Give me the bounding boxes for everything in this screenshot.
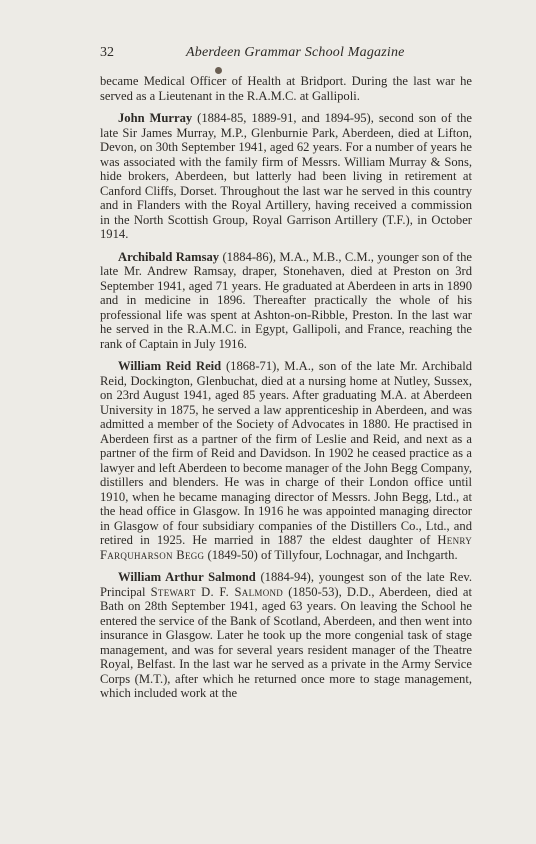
paragraph-text: (1884-85, 1889-91, and 1894-95), second son of the late Sir James Murray, M.P., Glenburnie Park, Aberdeen, died at Lifton, Devon, on 30th September 1941, aged 62 years. For a number of years he was associated with the family firm of Messrs. William Murray & Sons, hide brokers, Aberdeen, but latterly had been living in retirement at Canford Cliffs, Dorset. Throughout the last war he served in this country and in Flanders with the Royal Artillery, having received a commission in the North Scottish Group, Royal Garrison Artillery (T.F.), in October 1914. (100, 111, 472, 241)
obituary-paragraph-ramsay (100, 250, 472, 352)
obituary-column (100, 74, 472, 709)
page-number: 32 (100, 45, 114, 60)
obituary-paragraph-murray (100, 111, 472, 242)
person-name: John Murray (118, 111, 193, 125)
obituary-paragraph-salmond (100, 570, 472, 701)
running-title: Aberdeen Grammar School Magazine (186, 45, 405, 60)
small-caps-name: Henry Farquharson Begg (100, 533, 472, 562)
obituary-paragraph-reid (100, 359, 472, 562)
obituary-paragraph-continuation (100, 74, 472, 103)
paragraph-text: (1884-94), youngest son of the late Rev. Principal (100, 570, 472, 599)
person-name: Archibald Ramsay (118, 249, 220, 264)
ink-mark (215, 67, 222, 74)
paragraph-text-tail: (1849-50) of Tillyfour, Lochnagar, and Inchgarth. (204, 547, 458, 562)
person-name: William Reid Reid (118, 359, 222, 373)
person-name: William Arthur Salmond (118, 570, 256, 584)
paragraph-text: (1868-71), M.A., son of the late Mr. Archibald Reid, Dockington, Glenbuchat, died at a nursing home at Nutley, Sussex, on 23rd August 1941, aged 85 years. After graduating M.A. at Aberdeen University in 1875, he served a law apprenticeship in Aberdeen, and was admitted a member of the Society of Advocates in 1880. He practised in Aberdeen first as a partner of the firm of Leslie and Reid, and next as a partner of the firm of Reid and Davidson. In 1902 he ceased practice as a lawyer and left Aberdeen to become manager of the John Begg Company, distillers and blenders. He was in charge of their London office until 1910, when he became managing director of Messrs. John Begg, Ltd., at the head office in Glasgow. In 1916 he was appointed managing director in Glasgow of four subsidiary companies of the Distillers Co., Ltd., and retired in 1925. He married in 1887 the eldest daughter of (100, 359, 472, 547)
small-caps-name: Stewart D. F. Salmond (150, 584, 284, 599)
paragraph-text: became Medical Officer of Health at Bridport. During the last war he served as a Lieutenant in the R.A.M.C. at Gallipoli. (100, 74, 472, 103)
paragraph-text-tail: (1850-53), D.D., Aberdeen, died at Bath on 28th September 1941, aged 63 years. On leaving the School he entered the service of the Bank of Scotland, Aberdeen, and then went into insurance in Glasgow. Later he took up the more congenial task of stage management, and was for several years resident manager of the Theatre Royal, Belfast. In the last war he served as a private in the Army Service Corps (M.T.), after which he returned once more to stage management, which included work at the (100, 584, 472, 700)
paragraph-text: (1884-86), M.A., M.B., C.M., younger son of the late Mr. Andrew Ramsay, draper, Stonehaven, died at Preston on 3rd September 1941, aged 71 years. He graduated at Aberdeen in arts in 1890 and in medicine in 1896. Thereafter practically the whole of his professional life was spent at Ashton-on-Ribble, Preston. In the last war he served in the R.A.M.C. in Egypt, Gallipoli, and France, reaching the rank of Captain in July 1916. (100, 249, 472, 351)
